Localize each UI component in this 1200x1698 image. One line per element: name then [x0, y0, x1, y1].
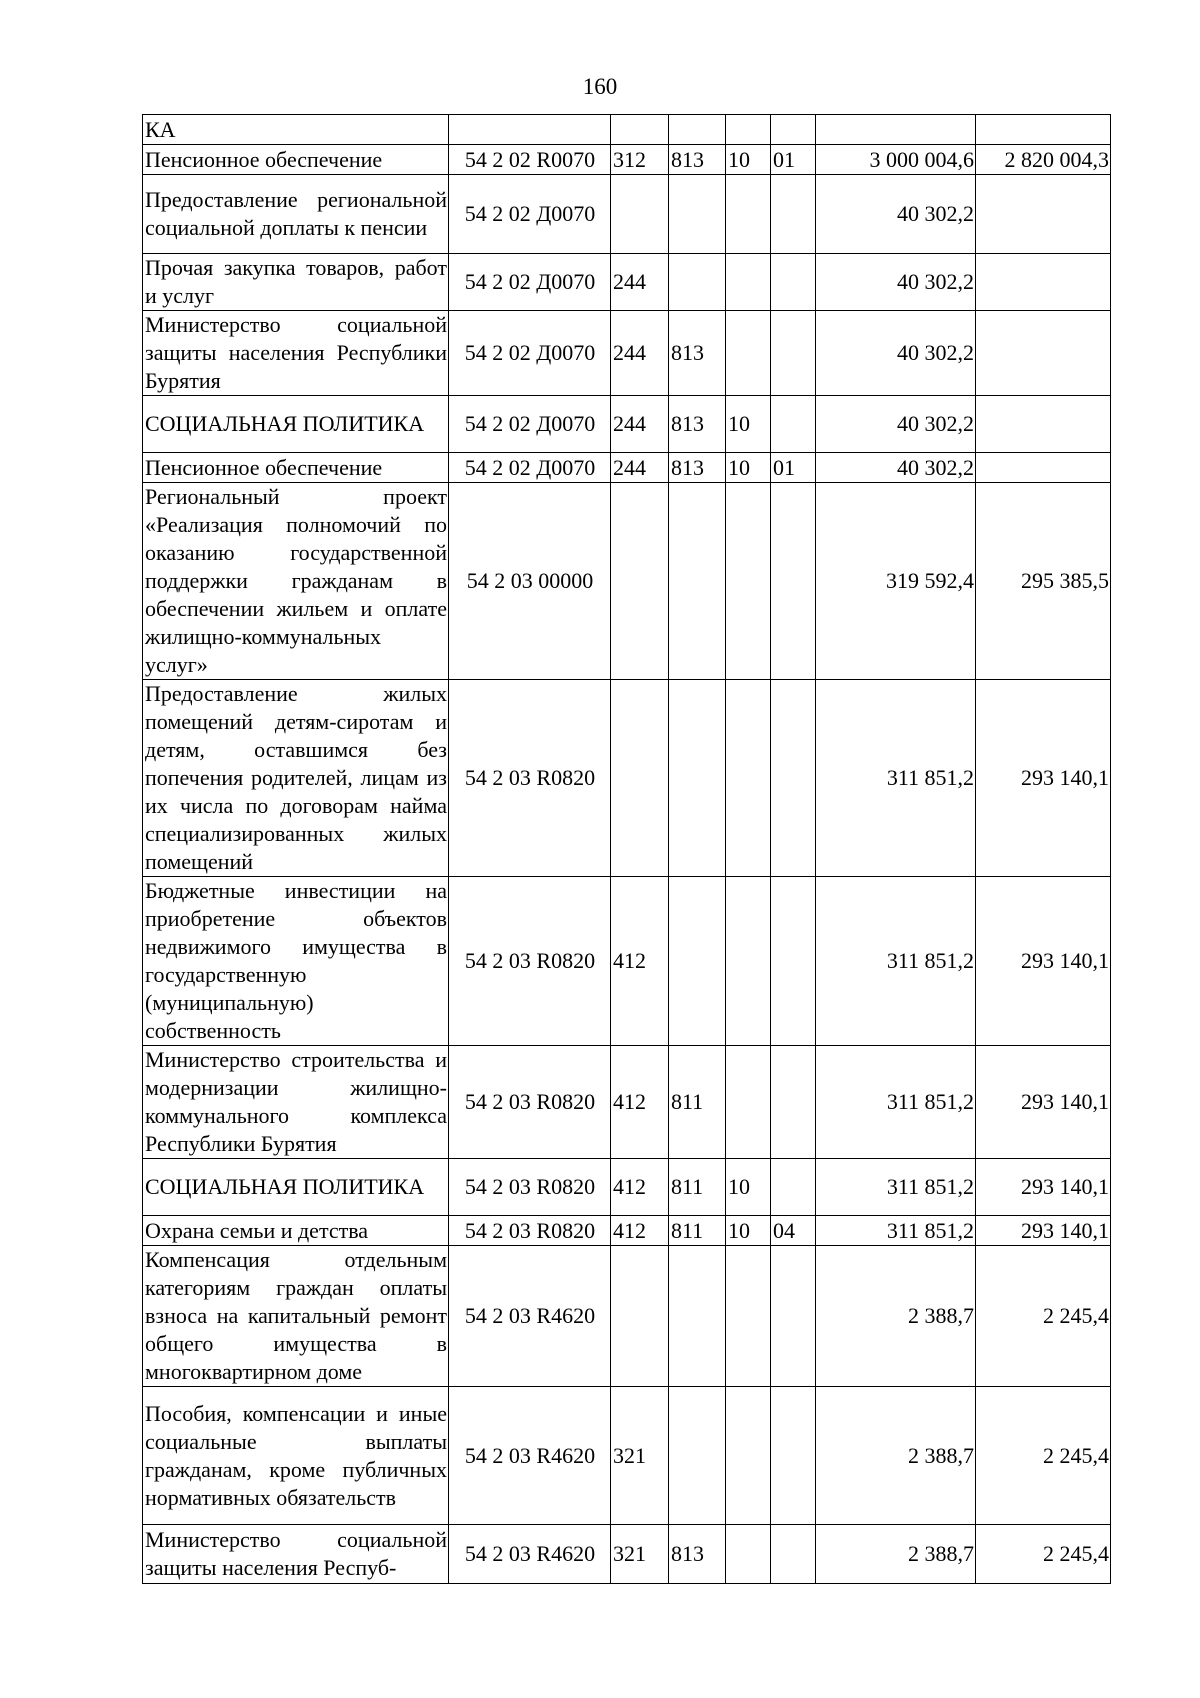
- expense-type-cell: 244: [611, 311, 669, 396]
- amount-year2-cell: [976, 175, 1111, 254]
- subsection-cell: 01: [771, 453, 816, 483]
- section-cell: [726, 1046, 771, 1159]
- administrator-cell: [669, 1387, 726, 1525]
- administrator-cell: [669, 254, 726, 311]
- administrator-cell: 813: [669, 453, 726, 483]
- expense-type-cell: [611, 1246, 669, 1387]
- expense-type-cell: [611, 483, 669, 680]
- target-article-cell: [449, 115, 611, 145]
- section-cell: [726, 1246, 771, 1387]
- expense-type-cell: 412: [611, 1216, 669, 1246]
- expense-type-cell: [611, 175, 669, 254]
- administrator-cell: 811: [669, 1216, 726, 1246]
- amount-year1-cell: 40 302,2: [816, 311, 976, 396]
- table-row: [143, 1216, 1111, 1246]
- amount-year2-cell: 293 140,1: [976, 1046, 1111, 1159]
- subsection-cell: 01: [771, 145, 816, 175]
- expense-type-cell: 412: [611, 1159, 669, 1216]
- target-article-cell: 54 2 02 R0070: [449, 145, 611, 175]
- section-cell: [726, 115, 771, 145]
- item-name-cell: Компенсация отдельным категориям граждан оплаты взноса на капитальный ремонт общего имущества в многоквартирном доме: [143, 1246, 449, 1387]
- subsection-cell: [771, 1246, 816, 1387]
- expense-type-cell: 412: [611, 877, 669, 1046]
- amount-year2-cell: 293 140,1: [976, 1159, 1111, 1216]
- table-row: [143, 453, 1111, 483]
- table-body: [143, 115, 1111, 1584]
- item-name-cell: Пенсионное обеспечение: [143, 453, 449, 483]
- table-row: [143, 175, 1111, 254]
- expense-type-cell: [611, 680, 669, 877]
- item-name-cell: Министерство социальной защиты населения Республики Бурятия: [143, 311, 449, 396]
- item-name-cell: Министерство социальной защиты населения Респуб-: [143, 1525, 449, 1584]
- expense-type-cell: 244: [611, 453, 669, 483]
- amount-year2-cell: 295 385,5: [976, 483, 1111, 680]
- item-name-cell: Министерство строительства и модернизации жилищно-коммунального комплекса Республики Бурятия: [143, 1046, 449, 1159]
- page-number: 160: [582, 74, 618, 99]
- section-cell: 10: [726, 396, 771, 453]
- amount-year1-cell: 311 851,2: [816, 680, 976, 877]
- amount-year1-cell: 40 302,2: [816, 396, 976, 453]
- item-name-cell: Предоставление региональной социальной доплаты к пенсии: [143, 175, 449, 254]
- amount-year2-cell: [976, 311, 1111, 396]
- target-article-cell: 54 2 03 R4620: [449, 1246, 611, 1387]
- administrator-cell: 813: [669, 396, 726, 453]
- target-article-cell: 54 2 03 R0820: [449, 1159, 611, 1216]
- target-article-cell: 54 2 03 R0820: [449, 1046, 611, 1159]
- table-row: [143, 483, 1111, 680]
- table-row: [143, 311, 1111, 396]
- expense-type-cell: 321: [611, 1387, 669, 1525]
- table-row: [143, 1387, 1111, 1525]
- target-article-cell: 54 2 02 Д0070: [449, 396, 611, 453]
- item-name-cell: Пенсионное обеспечение: [143, 145, 449, 175]
- section-cell: [726, 311, 771, 396]
- amount-year1-cell: 311 851,2: [816, 1159, 976, 1216]
- administrator-cell: 811: [669, 1159, 726, 1216]
- subsection-cell: [771, 877, 816, 1046]
- expense-type-cell: [611, 115, 669, 145]
- amount-year2-cell: 293 140,1: [976, 1216, 1111, 1246]
- subsection-cell: [771, 311, 816, 396]
- administrator-cell: [669, 175, 726, 254]
- expense-type-cell: 412: [611, 1046, 669, 1159]
- table-row: [143, 877, 1111, 1046]
- section-cell: [726, 1387, 771, 1525]
- table-row: [143, 396, 1111, 453]
- subsection-cell: [771, 483, 816, 680]
- amount-year2-cell: [976, 396, 1111, 453]
- amount-year2-cell: 293 140,1: [976, 680, 1111, 877]
- amount-year1-cell: [816, 115, 976, 145]
- section-cell: 10: [726, 1216, 771, 1246]
- section-cell: 10: [726, 453, 771, 483]
- item-name-cell: Охрана семьи и детства: [143, 1216, 449, 1246]
- amount-year2-cell: [976, 453, 1111, 483]
- subsection-cell: [771, 396, 816, 453]
- target-article-cell: 54 2 03 00000: [449, 483, 611, 680]
- section-cell: [726, 483, 771, 680]
- target-article-cell: 54 2 03 R4620: [449, 1525, 611, 1584]
- item-name-cell: Прочая закупка товаров, работ и услуг: [143, 254, 449, 311]
- item-name-cell: СОЦИАЛЬНАЯ ПОЛИТИКА: [143, 1159, 449, 1216]
- table-row: [143, 1046, 1111, 1159]
- subsection-cell: [771, 1046, 816, 1159]
- administrator-cell: 813: [669, 311, 726, 396]
- target-article-cell: 54 2 03 R0820: [449, 680, 611, 877]
- expense-type-cell: 244: [611, 254, 669, 311]
- item-name-cell: КА: [143, 115, 449, 145]
- administrator-cell: 811: [669, 1046, 726, 1159]
- item-name-cell: Предоставление жилых помещений детям-сиротам и детям, оставшимся без попечения родителей, лицам из их числа по договорам найма специализированных жилых помещений: [143, 680, 449, 877]
- target-article-cell: 54 2 02 Д0070: [449, 254, 611, 311]
- item-name-cell: СОЦИАЛЬНАЯ ПОЛИТИКА: [143, 396, 449, 453]
- table-row: [143, 115, 1111, 145]
- amount-year2-cell: 2 245,4: [976, 1387, 1111, 1525]
- amount-year1-cell: 40 302,2: [816, 453, 976, 483]
- section-cell: [726, 175, 771, 254]
- expense-type-cell: 312: [611, 145, 669, 175]
- target-article-cell: 54 2 03 R0820: [449, 877, 611, 1046]
- amount-year1-cell: 3 000 004,6: [816, 145, 976, 175]
- amount-year1-cell: 311 851,2: [816, 877, 976, 1046]
- expense-type-cell: 321: [611, 1525, 669, 1584]
- subsection-cell: 04: [771, 1216, 816, 1246]
- section-cell: [726, 680, 771, 877]
- item-name-cell: Региональный проект «Реализация полномочий по оказанию государственной поддержки гражданам в обеспечении жильем и оплате жилищно-коммунальных услуг»: [143, 483, 449, 680]
- administrator-cell: [669, 1246, 726, 1387]
- section-cell: [726, 1525, 771, 1584]
- section-cell: 10: [726, 1159, 771, 1216]
- administrator-cell: [669, 680, 726, 877]
- amount-year1-cell: 311 851,2: [816, 1216, 976, 1246]
- subsection-cell: [771, 1525, 816, 1584]
- amount-year1-cell: 319 592,4: [816, 483, 976, 680]
- amount-year2-cell: 2 245,4: [976, 1525, 1111, 1584]
- budget-table: [142, 114, 1111, 1584]
- amount-year2-cell: [976, 115, 1111, 145]
- table-row: [143, 1246, 1111, 1387]
- section-cell: 10: [726, 145, 771, 175]
- amount-year1-cell: 2 388,7: [816, 1387, 976, 1525]
- table-row: [143, 145, 1111, 175]
- subsection-cell: [771, 1159, 816, 1216]
- amount-year2-cell: [976, 254, 1111, 311]
- target-article-cell: 54 2 02 Д0070: [449, 453, 611, 483]
- administrator-cell: 813: [669, 145, 726, 175]
- amount-year2-cell: 293 140,1: [976, 877, 1111, 1046]
- administrator-cell: [669, 483, 726, 680]
- subsection-cell: [771, 254, 816, 311]
- administrator-cell: [669, 115, 726, 145]
- expense-type-cell: 244: [611, 396, 669, 453]
- item-name-cell: Пособия, компенсации и иные социальные выплаты гражданам, кроме публичных нормативных обязательств: [143, 1387, 449, 1525]
- target-article-cell: 54 2 02 Д0070: [449, 311, 611, 396]
- subsection-cell: [771, 115, 816, 145]
- subsection-cell: [771, 680, 816, 877]
- subsection-cell: [771, 1387, 816, 1525]
- item-name-cell: Бюджетные инвестиции на приобретение объектов недвижимого имущества в государственную (муниципальную) собственность: [143, 877, 449, 1046]
- target-article-cell: 54 2 03 R0820: [449, 1216, 611, 1246]
- administrator-cell: [669, 877, 726, 1046]
- table-row: [143, 1159, 1111, 1216]
- amount-year2-cell: 2 820 004,3: [976, 145, 1111, 175]
- amount-year1-cell: 311 851,2: [816, 1046, 976, 1159]
- section-cell: [726, 877, 771, 1046]
- amount-year1-cell: 40 302,2: [816, 254, 976, 311]
- amount-year1-cell: 2 388,7: [816, 1525, 976, 1584]
- section-cell: [726, 254, 771, 311]
- amount-year2-cell: 2 245,4: [976, 1246, 1111, 1387]
- table-row: [143, 254, 1111, 311]
- subsection-cell: [771, 175, 816, 254]
- target-article-cell: 54 2 02 Д0070: [449, 175, 611, 254]
- amount-year1-cell: 40 302,2: [816, 175, 976, 254]
- amount-year1-cell: 2 388,7: [816, 1246, 976, 1387]
- target-article-cell: 54 2 03 R4620: [449, 1387, 611, 1525]
- table-row: [143, 680, 1111, 877]
- table-row: [143, 1525, 1111, 1584]
- administrator-cell: 813: [669, 1525, 726, 1584]
